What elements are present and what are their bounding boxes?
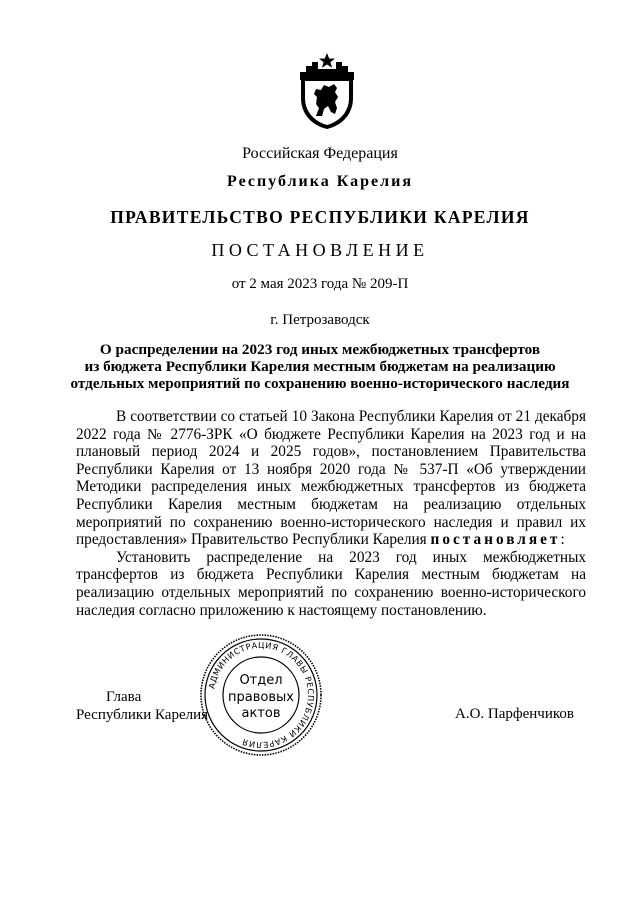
title-line: из бюджета Республики Карелия местным бюджетам на реализацию: [84, 358, 556, 375]
document-title: [60, 341, 580, 392]
body-paragraph-2: Установить распределение на 2023 год иных межбюджетных трансфертов из бюджета Республики Карелия местным бюджетам на реализацию отдельных мероприятий по сохранению военно-исторического наследия согласно приложению к настоящему постановлению.: [76, 548, 586, 619]
document-type-heading: ПОСТАНОВЛЕНИЕ: [211, 240, 429, 260]
stamp-line-3: актов: [241, 706, 281, 721]
paragraph-end: :: [560, 531, 565, 549]
official-stamp: [199, 633, 323, 757]
title-line: отдельных мероприятий по сохранению военно-исторического наследия: [70, 375, 570, 392]
title-line: О распределении на 2023 год иных межбюджетных трансфертов: [99, 341, 541, 358]
signatory-name: А.О. Парфенчиков: [455, 706, 574, 722]
signatory-title-line-1: Глава: [106, 689, 142, 705]
city-label: г. Петрозаводск: [270, 312, 370, 328]
stamp-ring-text: АДМИНИСТРАЦИЯ ГЛАВЫ РЕСПУБЛИКИ КАРЕЛИЯ: [206, 639, 317, 751]
government-heading: ПРАВИТЕЛЬСТВО РЕСПУБЛИКИ КАРЕЛИЯ: [110, 207, 530, 227]
republic-label: Республика Карелия: [227, 173, 413, 190]
decree-word: постановляет: [430, 531, 561, 549]
paragraph-text: В соответствии со статьей 10 Закона Республики Карелия от 21 декабря 2022 года № 2776-ЗРК «О бюджете Республики Карелия на 2023 год и на плановый период 2024 и 2025 годов», постановлением Правительства Республики Карелия от 13 ноября 2020 года № 537-П «Об утверждении Методики распределения иных межбюджетных трансфертов из бюджета Республики Карелия местным бюджетам на реализацию отдельных мероприятий по сохранению военно-исторического наследия и правил их предоставления» Правительство Республики Карелия: [76, 408, 586, 549]
signatory-title: [76, 688, 208, 724]
date-number-line: от 2 мая 2023 года № 209-П: [231, 276, 409, 292]
document-body: [76, 408, 586, 619]
karelia-coat-of-arms-icon: [298, 52, 356, 130]
country-label: Российская Федерация: [242, 145, 398, 162]
signatory-title-line-2: Республики Карелия: [76, 707, 209, 723]
stamp-line-1: Отдел: [239, 673, 283, 688]
stamp-line-2: правовых: [228, 690, 294, 705]
body-paragraph-1: [76, 408, 586, 549]
